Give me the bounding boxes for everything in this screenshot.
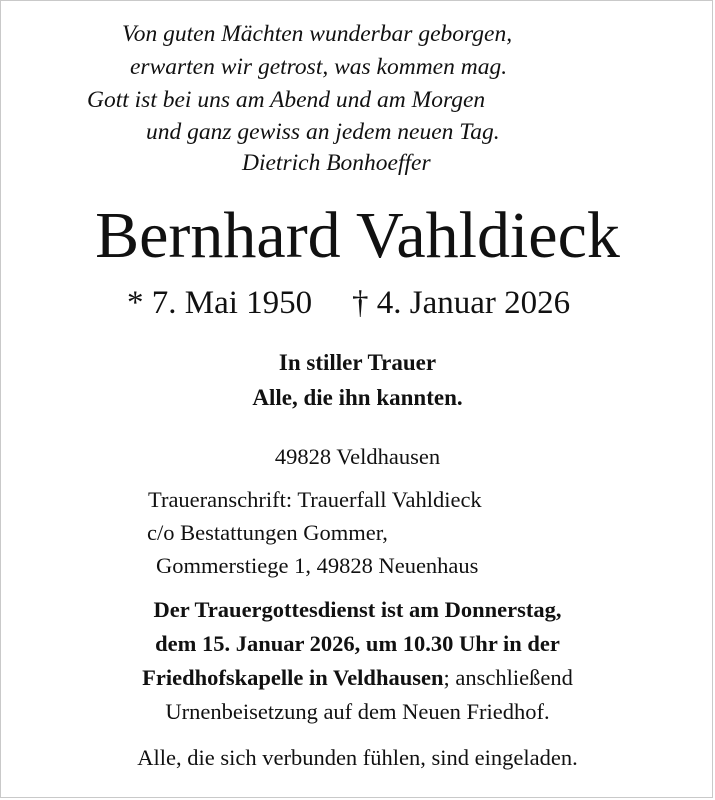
mourners-line-1: In stiller Trauer	[278, 350, 437, 375]
address-line-1: Traueranschrift: Trauerfall Vahldieck	[148, 487, 482, 512]
service-line-3-rest: ; anschließend	[443, 665, 573, 690]
quote-author: Dietrich Bonhoeffer	[242, 150, 431, 176]
service-line-4: Urnenbeisetzung auf dem Neuen Friedhof.	[165, 699, 550, 724]
location: 49828 Veldhausen	[274, 444, 441, 469]
deceased-name: Bernhard Vahldieck	[95, 199, 620, 272]
mourners-line-2: Alle, die ihn kannten.	[252, 385, 463, 410]
service-line-1: Der Trauergottesdienst ist am Donnerstag,	[153, 597, 562, 622]
birth-date: * 7. Mai 1950	[127, 285, 313, 321]
death-date: † 4. Januar 2026	[352, 285, 571, 321]
quote-line-2: erwarten wir getrost, was kommen mag.	[130, 54, 508, 80]
address-line-3: Gommerstiege 1, 49828 Neuenhaus	[156, 553, 479, 578]
service-line-2: dem 15. Januar 2026, um 10.30 Uhr in der	[155, 631, 560, 656]
invitation: Alle, die sich verbunden fühlen, sind eingeladen.	[137, 745, 578, 770]
service-location: Friedhofskapelle in Veldhausen	[142, 665, 444, 690]
quote-line-3: Gott ist bei uns am Abend und am Morgen	[87, 87, 486, 113]
quote-line-4: und ganz gewiss an jedem neuen Tag.	[146, 119, 500, 145]
service-line-3	[0, 665, 715, 691]
address-line-2: c/o Bestattungen Gommer,	[147, 520, 388, 545]
quote-line-1: Von guten Mächten wunderbar geborgen,	[122, 21, 513, 47]
